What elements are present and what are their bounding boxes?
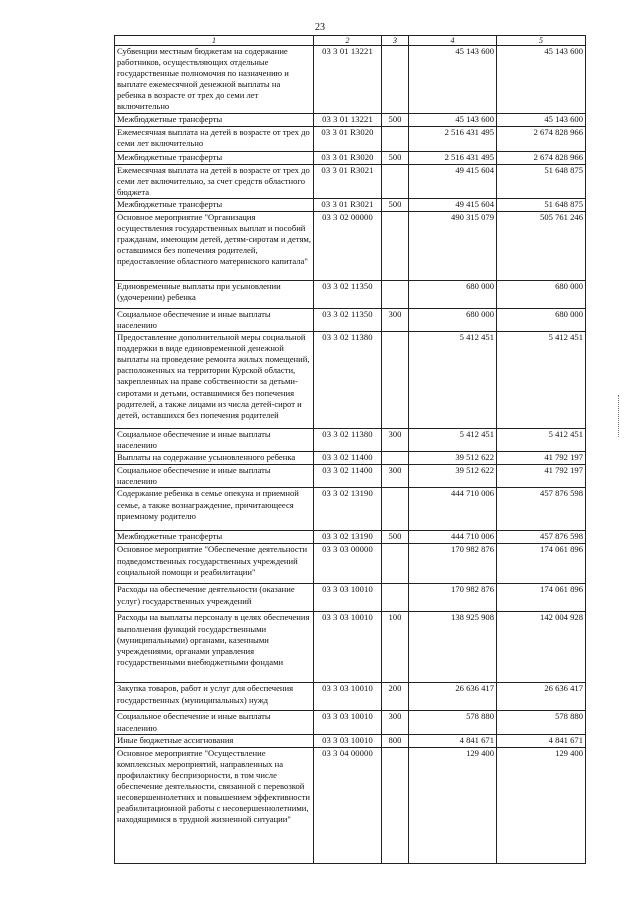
row-amount-2: 680 000: [497, 280, 586, 308]
row-amount-1: 2 516 431 495: [409, 126, 497, 151]
row-description: Межбюджетные трансферты: [115, 531, 314, 544]
row-amount-2: 26 636 417: [497, 683, 586, 711]
row-amount-1: 129 400: [409, 747, 497, 863]
row-expense-type: 300: [382, 711, 409, 734]
row-amount-2: 5 412 451: [497, 332, 586, 429]
row-amount-1: 26 636 417: [409, 683, 497, 711]
row-description: Субвенции местным бюджетам на содержание работников, осуществляющих отдельные государственные полномочия по назначению и выплате ежемесячной денежной выплаты на ребенка в возрасте от трех до семи лет включительно: [115, 46, 314, 114]
row-code: 03 3 03 10010: [314, 683, 382, 711]
row-expense-type: [382, 584, 409, 612]
row-code: 03 3 01 R3021: [314, 198, 382, 211]
row-code: 03 3 04 00000: [314, 747, 382, 863]
row-amount-2: 41 792 197: [497, 452, 586, 465]
row-amount-1: 49 415 604: [409, 198, 497, 211]
row-amount-2: 578 880: [497, 711, 586, 734]
row-description: Межбюджетные трансферты: [115, 151, 314, 164]
row-amount-1: 45 143 600: [409, 46, 497, 114]
row-expense-type: 300: [382, 429, 409, 452]
row-description: Расходы на выплаты персоналу в целях обеспечения выполнения функций государственными (муниципальными) органами, казенными учреждениями, органами управления государственными внебюджетными фондами: [115, 612, 314, 683]
table-row: [115, 113, 586, 126]
table-row: [115, 332, 586, 429]
row-amount-1: 680 000: [409, 280, 497, 308]
row-description: Основное мероприятие "Организация осуществления государственных выплат и пособий гражданам, имеющим детей, детям-сиротам и детям, оставшимся без попечения родителей, предоставление областного материнского капитала": [115, 211, 314, 280]
row-description: Социальное обеспечение и иные выплаты населению: [115, 308, 314, 331]
table-row: [115, 126, 586, 151]
row-expense-type: [382, 452, 409, 465]
row-expense-type: 200: [382, 683, 409, 711]
row-code: 03 3 02 11350: [314, 280, 382, 308]
row-description: Расходы на обеспечение деятельности (оказание услуг) государственных учреждений: [115, 584, 314, 612]
row-expense-type: [382, 544, 409, 584]
row-expense-type: [382, 46, 409, 114]
row-amount-1: 5 412 451: [409, 332, 497, 429]
row-expense-type: [382, 211, 409, 280]
row-description: Закупка товаров, работ и услуг для обеспечения государственных (муниципальных) нужд: [115, 683, 314, 711]
row-code: 03 3 01 13221: [314, 113, 382, 126]
row-expense-type: [382, 164, 409, 198]
row-code: 03 3 01 R3020: [314, 151, 382, 164]
table-row: [115, 429, 586, 452]
row-amount-1: 170 982 876: [409, 584, 497, 612]
row-code: 03 3 01 R3021: [314, 164, 382, 198]
row-code: 03 3 02 11400: [314, 465, 382, 488]
row-code: 03 3 02 11400: [314, 452, 382, 465]
row-amount-1: 490 315 079: [409, 211, 497, 280]
table-row: [115, 711, 586, 734]
table-header-row: [115, 36, 586, 46]
row-description: Социальное обеспечение и иные выплаты населению: [115, 711, 314, 734]
table-row: [115, 452, 586, 465]
page-number: 23: [315, 22, 325, 33]
header-col-5: 5: [497, 36, 586, 46]
table-row: [115, 211, 586, 280]
row-description: Ежемесячная выплата на детей в возрасте от трех до семи лет включительно: [115, 126, 314, 151]
row-amount-1: 39 512 622: [409, 465, 497, 488]
row-amount-2: 5 412 451: [497, 429, 586, 452]
table-row: [115, 683, 586, 711]
row-expense-type: 500: [382, 113, 409, 126]
row-expense-type: 500: [382, 151, 409, 164]
row-description: Выплаты на содержание усыновленного ребенка: [115, 452, 314, 465]
table-row: [115, 612, 586, 683]
table-row: [115, 734, 586, 747]
row-amount-1: 444 710 006: [409, 531, 497, 544]
table-row: [115, 465, 586, 488]
row-amount-2: 41 792 197: [497, 465, 586, 488]
table-row: [115, 46, 586, 114]
row-expense-type: 100: [382, 612, 409, 683]
row-expense-type: [382, 747, 409, 863]
row-expense-type: [382, 332, 409, 429]
row-code: 03 3 03 10010: [314, 734, 382, 747]
table-row: [115, 280, 586, 308]
table-row: [115, 531, 586, 544]
row-expense-type: [382, 126, 409, 151]
row-description: Предоставление дополнительной меры социальной поддержки в виде единовременной денежной выплаты на проведение ремонта жилых помещений, расположенных на территории Курской области, закрепленных на праве собственности за детьми-сиротами и детьми, оставшимися без попечения родителей, а также лицами из числа детей-сирот и детей, оставшихся без попечения родителей: [115, 332, 314, 429]
row-amount-2: 4 841 671: [497, 734, 586, 747]
row-amount-2: 505 761 246: [497, 211, 586, 280]
row-code: 03 3 03 10010: [314, 711, 382, 734]
budget-table: [114, 35, 586, 864]
row-amount-1: 680 000: [409, 308, 497, 331]
row-code: 03 3 03 10010: [314, 584, 382, 612]
row-description: Социальное обеспечение и иные выплаты населению: [115, 429, 314, 452]
row-description: Единовременные выплаты при усыновлении (удочерении) ребенка: [115, 280, 314, 308]
row-amount-1: 4 841 671: [409, 734, 497, 747]
row-code: 03 3 02 11380: [314, 332, 382, 429]
row-expense-type: 300: [382, 465, 409, 488]
row-description: Основное мероприятие "Осуществление комплексных мероприятий, направленных на профилактику беспризорности, в том числе обеспечение деятельности, связанной с перевозкой несовершеннолетних и повышением эффективности реабилитационной работы с несовершеннолетними, находящимися в трудной жизненной ситуации": [115, 747, 314, 863]
row-expense-type: 800: [382, 734, 409, 747]
row-expense-type: 300: [382, 308, 409, 331]
row-code: 03 3 03 10010: [314, 612, 382, 683]
row-amount-2: 174 061 896: [497, 544, 586, 584]
row-code: 03 3 02 11350: [314, 308, 382, 331]
table-row: [115, 151, 586, 164]
row-amount-2: 129 400: [497, 747, 586, 863]
scan-margin-mark: [618, 395, 623, 437]
row-amount-1: 578 880: [409, 711, 497, 734]
table-row: [115, 488, 586, 531]
row-amount-1: 49 415 604: [409, 164, 497, 198]
row-description: Основное мероприятие "Обеспечение деятельности подведомственных государственных учреждений социальной помощи и реабилитации": [115, 544, 314, 584]
row-amount-2: 174 061 896: [497, 584, 586, 612]
row-code: 03 3 02 13190: [314, 488, 382, 531]
row-code: 03 3 01 R3020: [314, 126, 382, 151]
table-row: [115, 164, 586, 198]
row-amount-2: 51 648 875: [497, 164, 586, 198]
row-code: 03 3 01 13221: [314, 46, 382, 114]
table-row: [115, 747, 586, 863]
header-col-3: 3: [382, 36, 409, 46]
header-col-2: 2: [314, 36, 382, 46]
row-code: 03 3 03 00000: [314, 544, 382, 584]
table-row: [115, 308, 586, 331]
row-amount-1: 2 516 431 495: [409, 151, 497, 164]
row-expense-type: [382, 488, 409, 531]
table-row: [115, 544, 586, 584]
row-expense-type: 500: [382, 531, 409, 544]
row-expense-type: [382, 280, 409, 308]
table-row: [115, 584, 586, 612]
row-amount-2: 680 000: [497, 308, 586, 331]
row-description: Межбюджетные трансферты: [115, 198, 314, 211]
row-description: Иные бюджетные ассигнования: [115, 734, 314, 747]
table-row: [115, 198, 586, 211]
row-amount-1: 5 412 451: [409, 429, 497, 452]
row-code: 03 3 02 11380: [314, 429, 382, 452]
row-description: Социальное обеспечение и иные выплаты населению: [115, 465, 314, 488]
row-code: 03 3 02 00000: [314, 211, 382, 280]
row-amount-2: 2 674 828 966: [497, 126, 586, 151]
row-amount-2: 45 143 600: [497, 46, 586, 114]
row-description: Ежемесячная выплата на детей в возрасте от трех до семи лет включительно, за счет средств областного бюджета: [115, 164, 314, 198]
row-code: 03 3 02 13190: [314, 531, 382, 544]
row-amount-1: 170 982 876: [409, 544, 497, 584]
row-amount-1: 39 512 622: [409, 452, 497, 465]
header-col-1: 1: [115, 36, 314, 46]
row-amount-1: 45 143 600: [409, 113, 497, 126]
row-expense-type: 500: [382, 198, 409, 211]
row-amount-2: 457 876 598: [497, 488, 586, 531]
row-amount-2: 45 143 600: [497, 113, 586, 126]
row-amount-2: 457 876 598: [497, 531, 586, 544]
row-amount-2: 142 004 928: [497, 612, 586, 683]
row-amount-1: 138 925 908: [409, 612, 497, 683]
header-col-4: 4: [409, 36, 497, 46]
row-amount-2: 51 648 875: [497, 198, 586, 211]
row-amount-1: 444 710 006: [409, 488, 497, 531]
row-description: Содержание ребенка в семье опекуна и приемной семье, а также вознаграждение, причитающееся приемному родителю: [115, 488, 314, 531]
row-amount-2: 2 674 828 966: [497, 151, 586, 164]
row-description: Межбюджетные трансферты: [115, 113, 314, 126]
